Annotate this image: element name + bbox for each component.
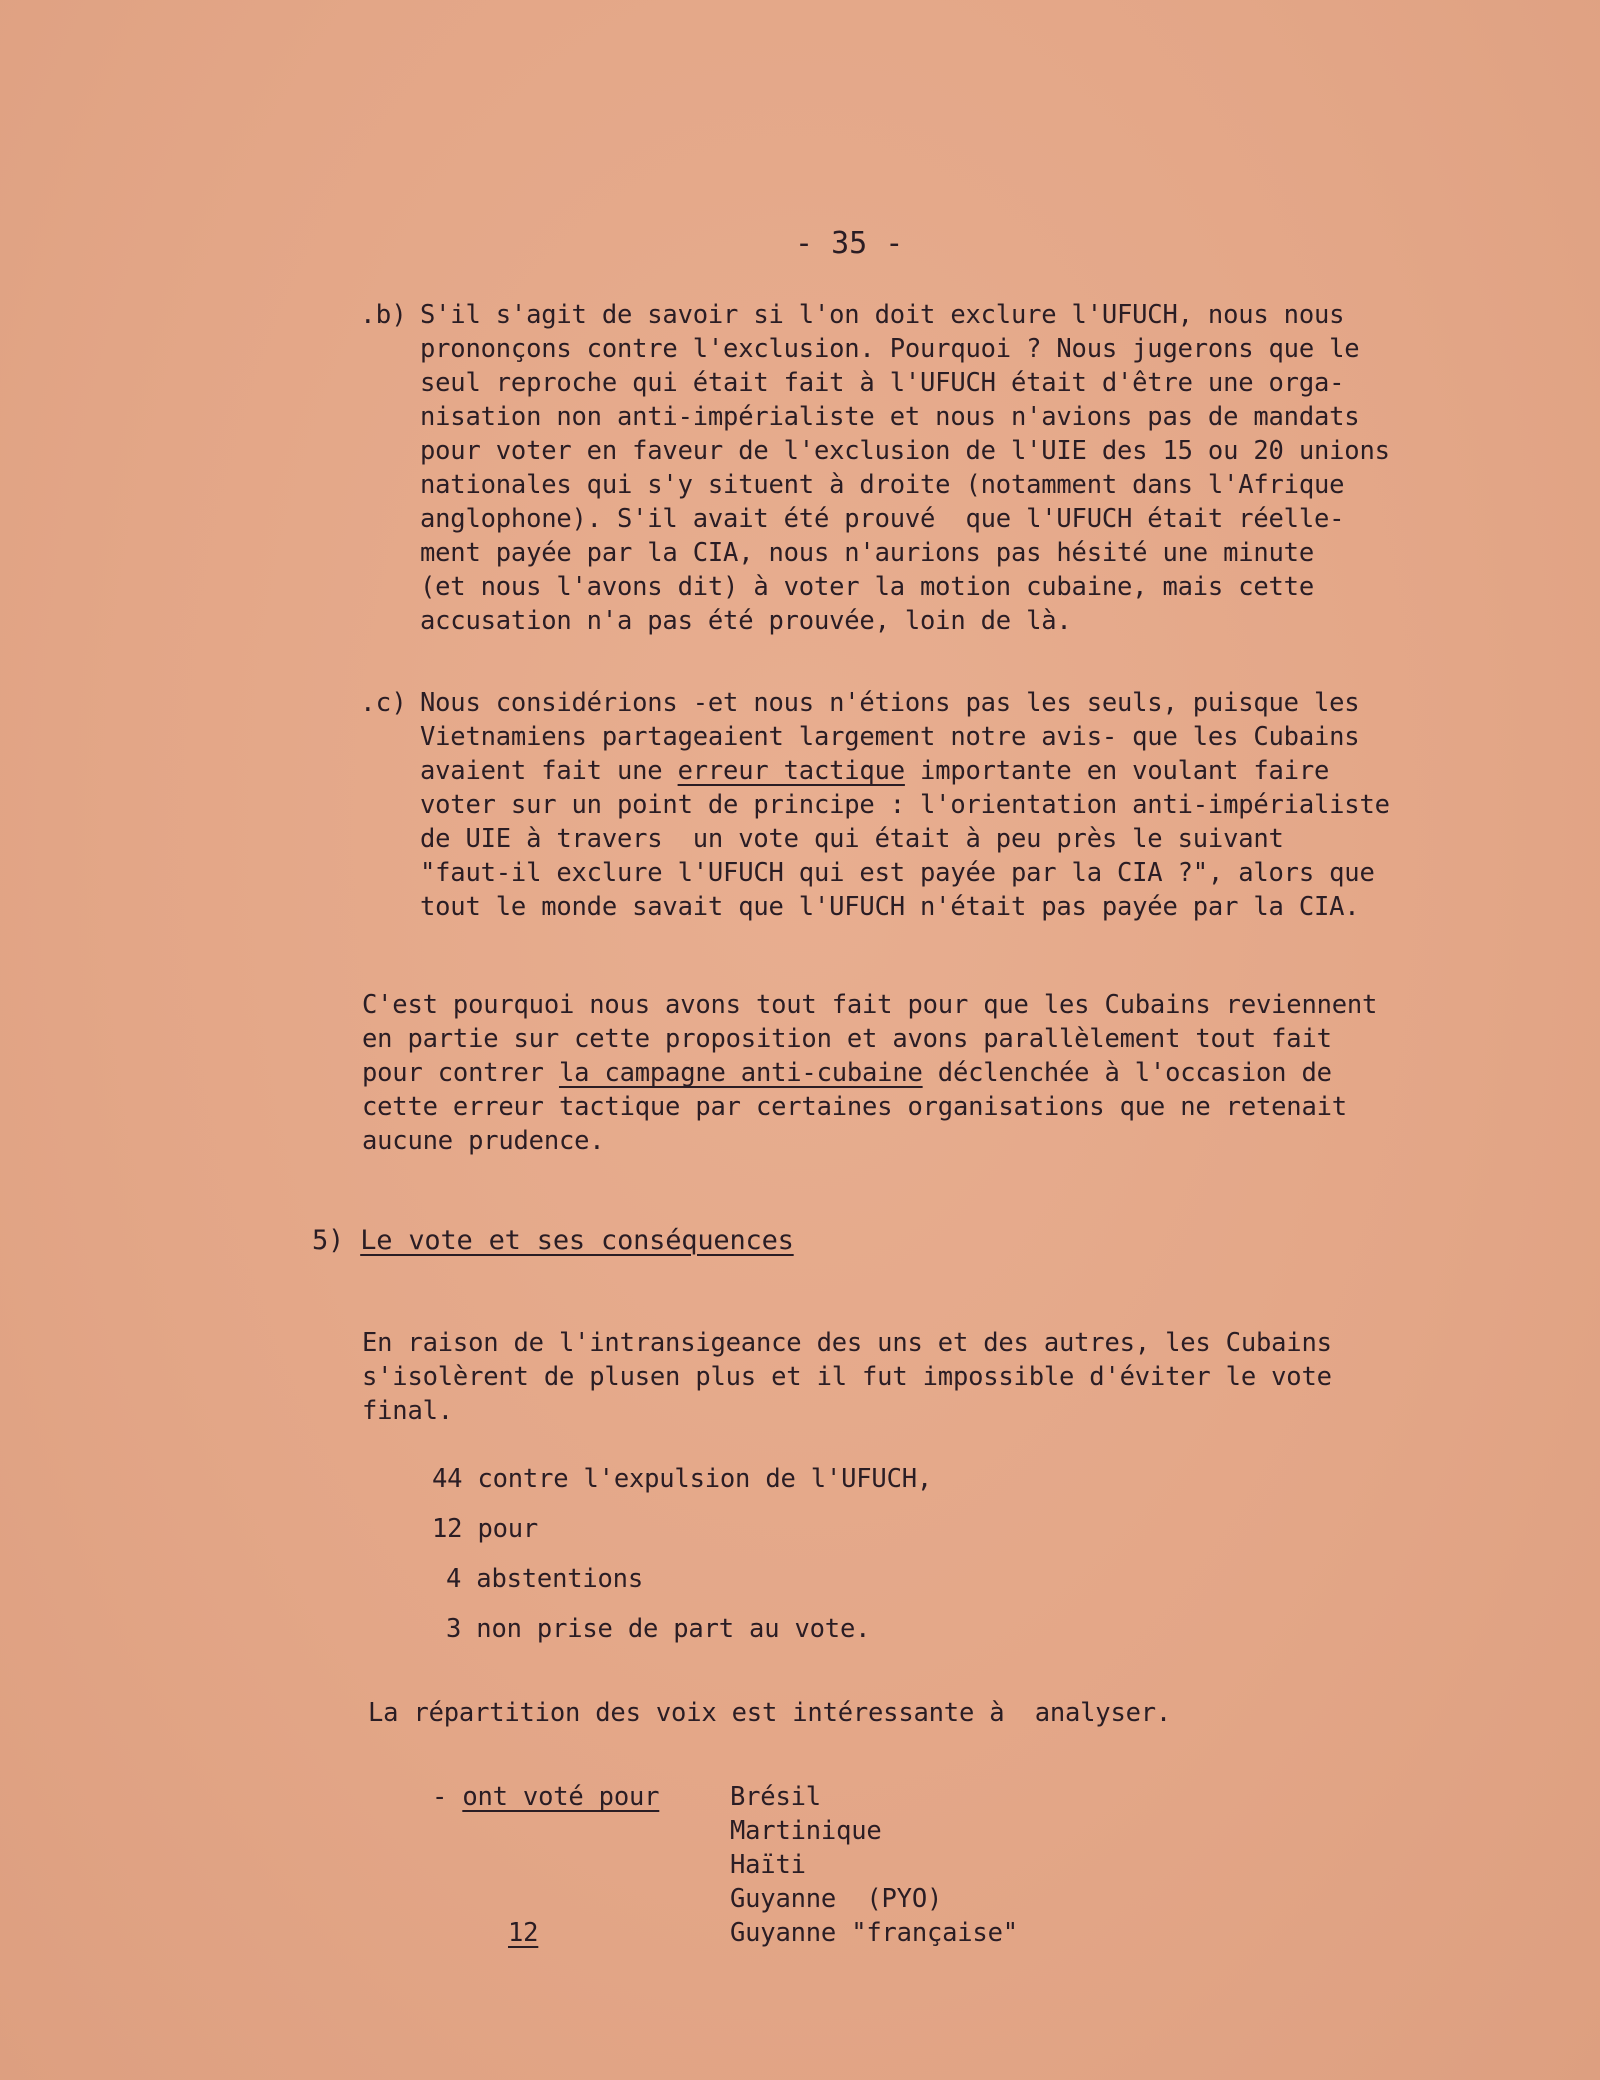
page-number: - 35 - [795, 226, 904, 261]
voted-for-count: 12 [508, 1918, 539, 1948]
para-line: en partie sur cette proposition et avons parallèlement tout fait [362, 1024, 1332, 1054]
country-item: Haïti [730, 1850, 806, 1880]
para-b-line: nisation non anti-impérialiste et nous n'avions pas de mandats [420, 402, 1360, 432]
para-line: pour contrer la campagne anti-cubaine déclenchée à l'occasion de [362, 1058, 1332, 1088]
country-item: Guyanne (PYO) [730, 1884, 943, 1914]
vote-result: 3 non prise de part au vote. [446, 1614, 871, 1644]
para-line: final. [362, 1396, 453, 1426]
para-c-line: voter sur un point de principe : l'orientation anti-impérialiste [420, 790, 1390, 820]
section-title: Le vote et ses conséquences [360, 1225, 794, 1256]
para-b-line: anglophone). S'il avait été prouvé que l'UFUCH était réelle- [420, 504, 1345, 534]
section-number: 5) [312, 1225, 345, 1256]
para-c-line: tout le monde savait que l'UFUCH n'était pas payée par la CIA. [420, 892, 1360, 922]
country-item: Brésil [730, 1782, 821, 1812]
para-line: En raison de l'intransigeance des uns et des autres, les Cubains [362, 1328, 1332, 1358]
country-item: Guyanne "française" [730, 1918, 1018, 1948]
para-c-line: de UIE à travers un vote qui était à peu près le suivant [420, 824, 1284, 854]
vote-result: 12 pour [432, 1514, 539, 1544]
vote-result: 4 abstentions [446, 1564, 643, 1594]
para-b-line: pour voter en faveur de l'exclusion de l'UIE des 15 ou 20 unions [420, 436, 1390, 466]
para-b-line: (et nous l'avons dit) à voter la motion cubaine, mais cette [420, 572, 1314, 602]
underlined-phrase: erreur tactique [677, 756, 905, 786]
para-c-line: Vietnamiens partageaient largement notre avis- que les Cubains [420, 722, 1360, 752]
para-c-line: Nous considérions -et nous n'étions pas les seuls, puisque les [420, 688, 1360, 718]
section-heading [312, 1224, 794, 1258]
para-b-line: ment payée par la CIA, nous n'aurions pas hésité une minute [420, 538, 1314, 568]
para-line: aucune prudence. [362, 1126, 605, 1156]
para-b-line: prononçons contre l'exclusion. Pourquoi ? Nous jugerons que le [420, 334, 1360, 364]
country-item: Martinique [730, 1816, 882, 1846]
para-b-marker: .b) [360, 300, 407, 330]
para-b-line: accusation n'a pas été prouvée, loin de là. [420, 606, 1072, 636]
para-b-line: seul reproche qui était fait à l'UFUCH était d'être une orga- [420, 368, 1345, 398]
vote-result: 44 contre l'expulsion de l'UFUCH, [432, 1464, 933, 1494]
analysis-line: La répartition des voix est intéressante à analyser. [368, 1698, 1172, 1728]
para-c-line: "faut-il exclure l'UFUCH qui est payée par la CIA ?", alors que [420, 858, 1375, 888]
para-b-line: S'il s'agit de savoir si l'on doit exclure l'UFUCH, nous nous [420, 300, 1345, 330]
para-b-line: nationales qui s'y situent à droite (notamment dans l'Afrique [420, 470, 1345, 500]
para-line: s'isolèrent de plusen plus et il fut impossible d'éviter le vote [362, 1362, 1332, 1392]
voted-for-label: - ont voté pour [432, 1782, 660, 1812]
para-line: C'est pourquoi nous avons tout fait pour que les Cubains reviennent [362, 990, 1378, 1020]
underlined-phrase: la campagne anti-cubaine [558, 1058, 923, 1088]
para-c-marker: .c) [360, 688, 407, 718]
para-c-line: avaient fait une erreur tactique importante en voulant faire [420, 756, 1330, 786]
para-line: cette erreur tactique par certaines organisations que ne retenait [362, 1092, 1347, 1122]
